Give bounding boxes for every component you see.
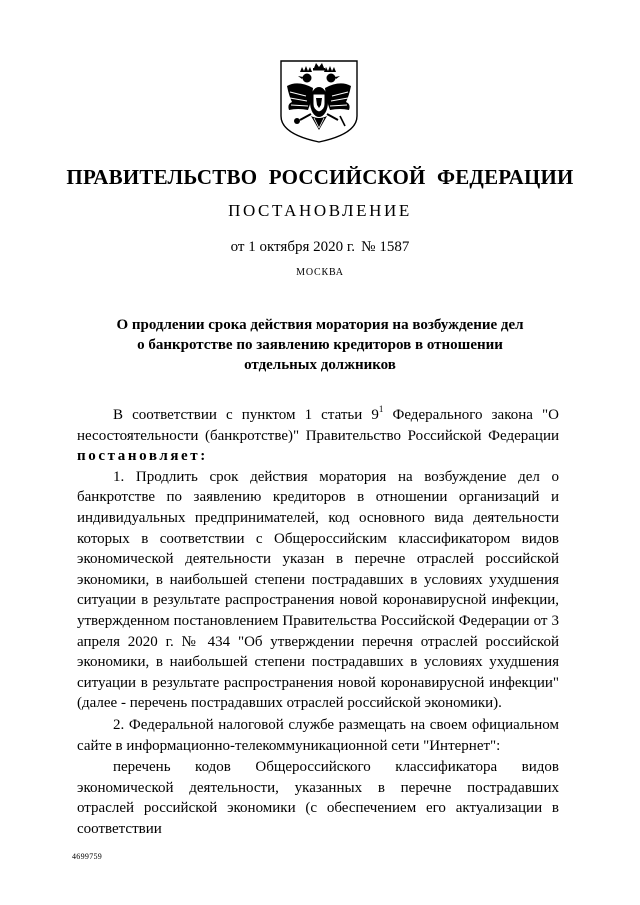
city-label: МОСКВА [296, 267, 344, 278]
government-title: ПРАВИТЕЛЬСТВО РОССИЙСКОЙ ФЕДЕРАЦИИ [66, 165, 574, 189]
document-date: от 1 октября 2020 г. [230, 239, 356, 255]
paragraph-list-entry: перечень кодов Общероссийского классификатора видов экономической деятельности, указанных в перечне пострадавших отраслей российской экономики (с обеспечением его актуализации в соответствии [77, 759, 559, 837]
document-id: 4699759 [72, 852, 103, 861]
decree-word: постановляет: [77, 448, 208, 465]
heading-line: о банкротстве по заявлению кредиторов в отношении [137, 337, 503, 353]
preamble-text: В соответствии с пунктом 1 статьи 9 [113, 407, 379, 423]
paragraph-item-2: 2. Федеральной налоговой службе размещать на своем официальном сайте в информационно-телекоммуникационной сети "Интернет": [77, 716, 559, 754]
document-date-line [0, 239, 640, 256]
heading-line: О продлении срока действия моратория на возбуждение дел [116, 317, 524, 333]
double-headed-eagle-emblem-icon [278, 58, 360, 144]
article-superscript: 1 [378, 404, 384, 414]
document-heading [100, 315, 540, 375]
preamble-text-continued: Федерального закона "О несостоятельности (банкротстве)" Правительство Российской Федерации [77, 407, 559, 444]
paragraph-preamble [77, 405, 559, 467]
document-type: ПОСТАНОВЛЕНИЕ [228, 201, 412, 220]
number-sign: № [361, 239, 376, 255]
heading-line: отдельных должников [244, 357, 396, 373]
paragraph-item-1: 1. Продлить срок действия моратория на возбуждение дел о банкротстве по заявлению кредиторов в отношении организаций и индивидуальных предпринимателей, код основного вида деятельности которых в соответствии с Общероссийским классификатором видов экономической деятельности указан в перечне отраслей российской экономики, в наибольшей степени пострадавших в условиях ухудшения ситуации в результате распространения новой коронавирусной инфекции, утвержденном постановлением Правительства Российской Федерации от 3 апреля 2020 г. № 434 "Об утверждении перечня отраслей российской экономики, в наибольшей степени пострадавших в условиях ухудшения ситуации в результате распространения новой коронавирусной инфекции" (далее - перечень пострадавших отраслей российской экономики). [77, 468, 559, 712]
document-number: 1587 [379, 239, 410, 255]
document-body [77, 405, 559, 839]
